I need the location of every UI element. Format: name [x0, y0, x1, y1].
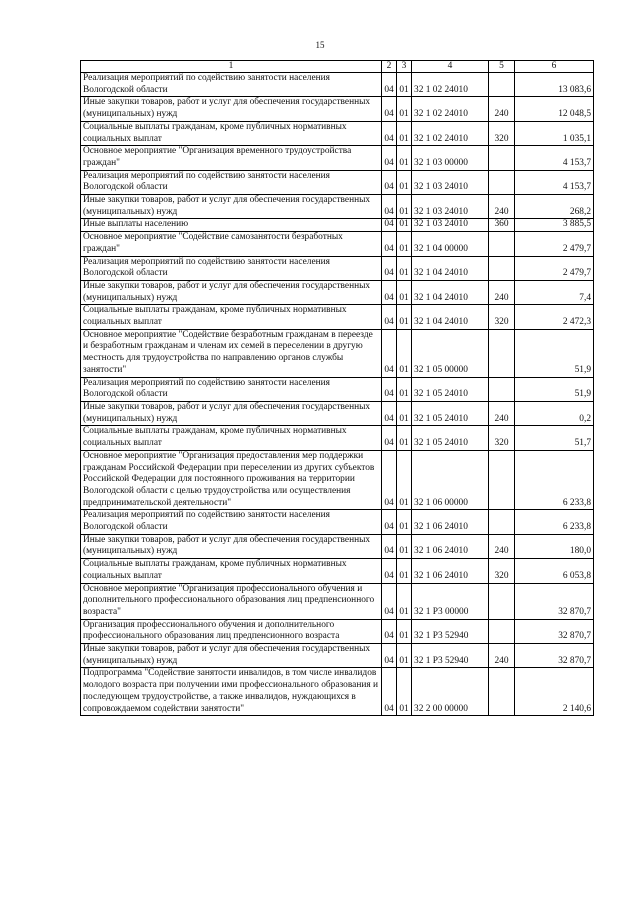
- row-amount-cell: 32 870,7: [515, 644, 594, 668]
- row-amount-cell: 7,4: [515, 280, 594, 304]
- row-section-cell: 04: [382, 534, 397, 558]
- row-expense-type-cell: [489, 329, 515, 377]
- row-target-article-cell: 32 1 06 24010: [412, 559, 489, 583]
- header-cell-section: 2: [382, 61, 397, 73]
- row-amount-cell: 268,2: [515, 195, 594, 219]
- row-expense-type-cell: 240: [489, 280, 515, 304]
- row-target-article-cell: 32 1 02 24010: [412, 97, 489, 121]
- row-name-cell: Реализация мероприятий по содействию занятости населения Вологодской области: [81, 73, 382, 97]
- row-name-cell: Социальные выплаты гражданам, кроме публичных нормативных социальных выплат: [81, 305, 382, 329]
- table-row: [81, 170, 594, 194]
- row-target-article-cell: 32 1 04 00000: [412, 232, 489, 256]
- row-amount-cell: 51,7: [515, 426, 594, 450]
- row-target-article-cell: 32 1 P3 52940: [412, 619, 489, 643]
- row-subsection-cell: 01: [397, 534, 412, 558]
- row-section-cell: 04: [382, 510, 397, 534]
- row-target-article-cell: 32 1 04 24010: [412, 256, 489, 280]
- row-subsection-cell: 01: [397, 668, 412, 716]
- row-expense-type-cell: [489, 73, 515, 97]
- row-subsection-cell: 01: [397, 644, 412, 668]
- row-subsection-cell: 01: [397, 73, 412, 97]
- row-amount-cell: 32 870,7: [515, 583, 594, 619]
- row-name-cell: Основное мероприятие "Организация предоставления мер поддержки гражданам Российской Федерации при переселении из других субъектов Российской Федерации для постоянного проживания на территории Вологодской области с целью трудоустройства или осуществления предпринимательской деятельности": [81, 450, 382, 510]
- row-amount-cell: 3 885,5: [515, 219, 594, 232]
- row-name-cell: Иные закупки товаров, работ и услуг для обеспечения государственных (муниципальных) нужд: [81, 644, 382, 668]
- table-row: [81, 97, 594, 121]
- row-section-cell: 04: [382, 401, 397, 425]
- row-subsection-cell: 01: [397, 510, 412, 534]
- row-expense-type-cell: 320: [489, 121, 515, 145]
- row-expense-type-cell: 360: [489, 219, 515, 232]
- row-target-article-cell: 32 1 06 24010: [412, 534, 489, 558]
- table-row: [81, 73, 594, 97]
- row-target-article-cell: 32 1 02 24010: [412, 121, 489, 145]
- table-row: [81, 426, 594, 450]
- row-expense-type-cell: [489, 450, 515, 510]
- row-subsection-cell: 01: [397, 559, 412, 583]
- page-number: 15: [315, 40, 325, 50]
- row-name-cell: Реализация мероприятий по содействию занятости населения Вологодской области: [81, 510, 382, 534]
- row-target-article-cell: 32 1 05 24010: [412, 377, 489, 401]
- row-target-article-cell: 32 1 06 24010: [412, 510, 489, 534]
- row-name-cell: Подпрограмма "Содействие занятости инвалидов, в том числе инвалидов молодого возраста при получении ими профессионального образования и последующем трудоустройстве, а также инвалидов, нуждающихся в сопровождаемом содействии занятости": [81, 668, 382, 716]
- row-amount-cell: 12 048,5: [515, 97, 594, 121]
- table-row: [81, 146, 594, 170]
- row-name-cell: Организация профессионального обучения и дополнительного профессионального образования лиц предпенсионного возраста: [81, 619, 382, 643]
- row-target-article-cell: 32 1 03 24010: [412, 195, 489, 219]
- row-name-cell: Социальные выплаты гражданам, кроме публичных нормативных социальных выплат: [81, 559, 382, 583]
- row-target-article-cell: 32 1 05 24010: [412, 401, 489, 425]
- row-target-article-cell: 32 1 03 24010: [412, 170, 489, 194]
- row-subsection-cell: 01: [397, 146, 412, 170]
- row-name-cell: Основное мероприятие "Содействие безработным гражданам в переезде и безработным гражданам и членам их семей в переселении в другую местность для трудоустройства по направлению органов службы занятости": [81, 329, 382, 377]
- row-subsection-cell: 01: [397, 280, 412, 304]
- row-subsection-cell: 01: [397, 619, 412, 643]
- row-name-cell: Иные закупки товаров, работ и услуг для обеспечения государственных (муниципальных) нужд: [81, 534, 382, 558]
- row-section-cell: 04: [382, 619, 397, 643]
- row-subsection-cell: 01: [397, 170, 412, 194]
- row-subsection-cell: 01: [397, 195, 412, 219]
- table-row: [81, 219, 594, 232]
- row-target-article-cell: 32 1 05 00000: [412, 329, 489, 377]
- row-amount-cell: 13 083,6: [515, 73, 594, 97]
- header-cell-subsection: 3: [397, 61, 412, 73]
- row-target-article-cell: 32 1 04 24010: [412, 305, 489, 329]
- table-row: [81, 256, 594, 280]
- table-row: [81, 305, 594, 329]
- table-row: [81, 280, 594, 304]
- row-name-cell: Социальные выплаты гражданам, кроме публичных нормативных социальных выплат: [81, 121, 382, 145]
- row-section-cell: 04: [382, 256, 397, 280]
- table-header-row: [81, 61, 594, 73]
- row-expense-type-cell: [489, 377, 515, 401]
- row-subsection-cell: 01: [397, 97, 412, 121]
- table-row: [81, 644, 594, 668]
- table-row: [81, 232, 594, 256]
- row-subsection-cell: 01: [397, 377, 412, 401]
- row-amount-cell: 2 472,3: [515, 305, 594, 329]
- row-name-cell: Иные закупки товаров, работ и услуг для обеспечения государственных (муниципальных) нужд: [81, 97, 382, 121]
- row-expense-type-cell: 320: [489, 426, 515, 450]
- row-amount-cell: 1 035,1: [515, 121, 594, 145]
- row-section-cell: 04: [382, 232, 397, 256]
- row-expense-type-cell: 320: [489, 559, 515, 583]
- row-expense-type-cell: [489, 232, 515, 256]
- row-amount-cell: 2 479,7: [515, 232, 594, 256]
- table-row: [81, 583, 594, 619]
- row-amount-cell: 4 153,7: [515, 146, 594, 170]
- row-target-article-cell: 32 2 00 00000: [412, 668, 489, 716]
- row-section-cell: 04: [382, 377, 397, 401]
- row-name-cell: Основное мероприятие "Содействие самозанятости безработных граждан": [81, 232, 382, 256]
- row-target-article-cell: 32 1 02 24010: [412, 73, 489, 97]
- row-target-article-cell: 32 1 05 24010: [412, 426, 489, 450]
- row-subsection-cell: 01: [397, 232, 412, 256]
- row-section-cell: 04: [382, 583, 397, 619]
- row-amount-cell: 51,9: [515, 329, 594, 377]
- table-row: [81, 619, 594, 643]
- header-cell-target-article: 4: [412, 61, 489, 73]
- table-row: [81, 510, 594, 534]
- row-expense-type-cell: 240: [489, 401, 515, 425]
- header-cell-amount: 6: [515, 61, 594, 73]
- table-row: [81, 668, 594, 716]
- table-row: [81, 534, 594, 558]
- row-expense-type-cell: 320: [489, 305, 515, 329]
- row-name-cell: Иные выплаты населению: [81, 219, 382, 232]
- row-subsection-cell: 01: [397, 305, 412, 329]
- row-name-cell: Социальные выплаты гражданам, кроме публичных нормативных социальных выплат: [81, 426, 382, 450]
- table-row: [81, 121, 594, 145]
- row-target-article-cell: 32 1 03 24010: [412, 219, 489, 232]
- row-name-cell: Реализация мероприятий по содействию занятости населения Вологодской области: [81, 170, 382, 194]
- row-amount-cell: 2 479,7: [515, 256, 594, 280]
- row-target-article-cell: 32 1 03 00000: [412, 146, 489, 170]
- row-expense-type-cell: 240: [489, 97, 515, 121]
- row-section-cell: 04: [382, 644, 397, 668]
- row-section-cell: 04: [382, 559, 397, 583]
- row-subsection-cell: 01: [397, 329, 412, 377]
- row-expense-type-cell: [489, 256, 515, 280]
- row-section-cell: 04: [382, 450, 397, 510]
- row-section-cell: 04: [382, 170, 397, 194]
- row-section-cell: 04: [382, 146, 397, 170]
- row-target-article-cell: 32 1 06 00000: [412, 450, 489, 510]
- table-row: [81, 559, 594, 583]
- row-section-cell: 04: [382, 121, 397, 145]
- row-amount-cell: 6 233,8: [515, 510, 594, 534]
- row-section-cell: 04: [382, 280, 397, 304]
- row-subsection-cell: 01: [397, 256, 412, 280]
- row-target-article-cell: 32 1 04 24010: [412, 280, 489, 304]
- row-name-cell: Основное мероприятие "Организация временного трудоустройства граждан": [81, 146, 382, 170]
- row-section-cell: 04: [382, 73, 397, 97]
- row-expense-type-cell: 240: [489, 195, 515, 219]
- row-section-cell: 04: [382, 97, 397, 121]
- row-amount-cell: 6 233,8: [515, 450, 594, 510]
- row-amount-cell: 32 870,7: [515, 619, 594, 643]
- table-row: [81, 195, 594, 219]
- row-name-cell: Иные закупки товаров, работ и услуг для обеспечения государственных (муниципальных) нужд: [81, 280, 382, 304]
- row-section-cell: 04: [382, 305, 397, 329]
- row-subsection-cell: 01: [397, 583, 412, 619]
- table-row: [81, 377, 594, 401]
- row-section-cell: 04: [382, 668, 397, 716]
- header-cell-name: 1: [81, 61, 382, 73]
- row-expense-type-cell: [489, 619, 515, 643]
- row-expense-type-cell: 240: [489, 644, 515, 668]
- row-section-cell: 04: [382, 426, 397, 450]
- row-name-cell: Иные закупки товаров, работ и услуг для обеспечения государственных (муниципальных) нужд: [81, 195, 382, 219]
- header-cell-expense-type: 5: [489, 61, 515, 73]
- row-amount-cell: 51,9: [515, 377, 594, 401]
- table-row: [81, 450, 594, 510]
- row-subsection-cell: 01: [397, 450, 412, 510]
- row-name-cell: Иные закупки товаров, работ и услуг для обеспечения государственных (муниципальных) нужд: [81, 401, 382, 425]
- row-expense-type-cell: [489, 668, 515, 716]
- row-expense-type-cell: [489, 170, 515, 194]
- row-subsection-cell: 01: [397, 426, 412, 450]
- row-amount-cell: 4 153,7: [515, 170, 594, 194]
- row-expense-type-cell: [489, 510, 515, 534]
- table-row: [81, 401, 594, 425]
- row-expense-type-cell: [489, 146, 515, 170]
- row-amount-cell: 2 140,6: [515, 668, 594, 716]
- table-row: [81, 329, 594, 377]
- row-expense-type-cell: [489, 583, 515, 619]
- row-subsection-cell: 01: [397, 121, 412, 145]
- row-subsection-cell: 01: [397, 219, 412, 232]
- row-name-cell: Реализация мероприятий по содействию занятости населения Вологодской области: [81, 377, 382, 401]
- row-name-cell: Основное мероприятие "Организация профессионального обучения и дополнительного профессионального образования лиц предпенсионного возраста": [81, 583, 382, 619]
- row-name-cell: Реализация мероприятий по содействию занятости населения Вологодской области: [81, 256, 382, 280]
- budget-table: [80, 60, 594, 716]
- row-expense-type-cell: 240: [489, 534, 515, 558]
- row-section-cell: 04: [382, 195, 397, 219]
- row-subsection-cell: 01: [397, 401, 412, 425]
- row-target-article-cell: 32 1 P3 52940: [412, 644, 489, 668]
- row-target-article-cell: 32 1 P3 00000: [412, 583, 489, 619]
- row-section-cell: 04: [382, 329, 397, 377]
- row-section-cell: 04: [382, 219, 397, 232]
- row-amount-cell: 0,2: [515, 401, 594, 425]
- row-amount-cell: 180,0: [515, 534, 594, 558]
- row-amount-cell: 6 053,8: [515, 559, 594, 583]
